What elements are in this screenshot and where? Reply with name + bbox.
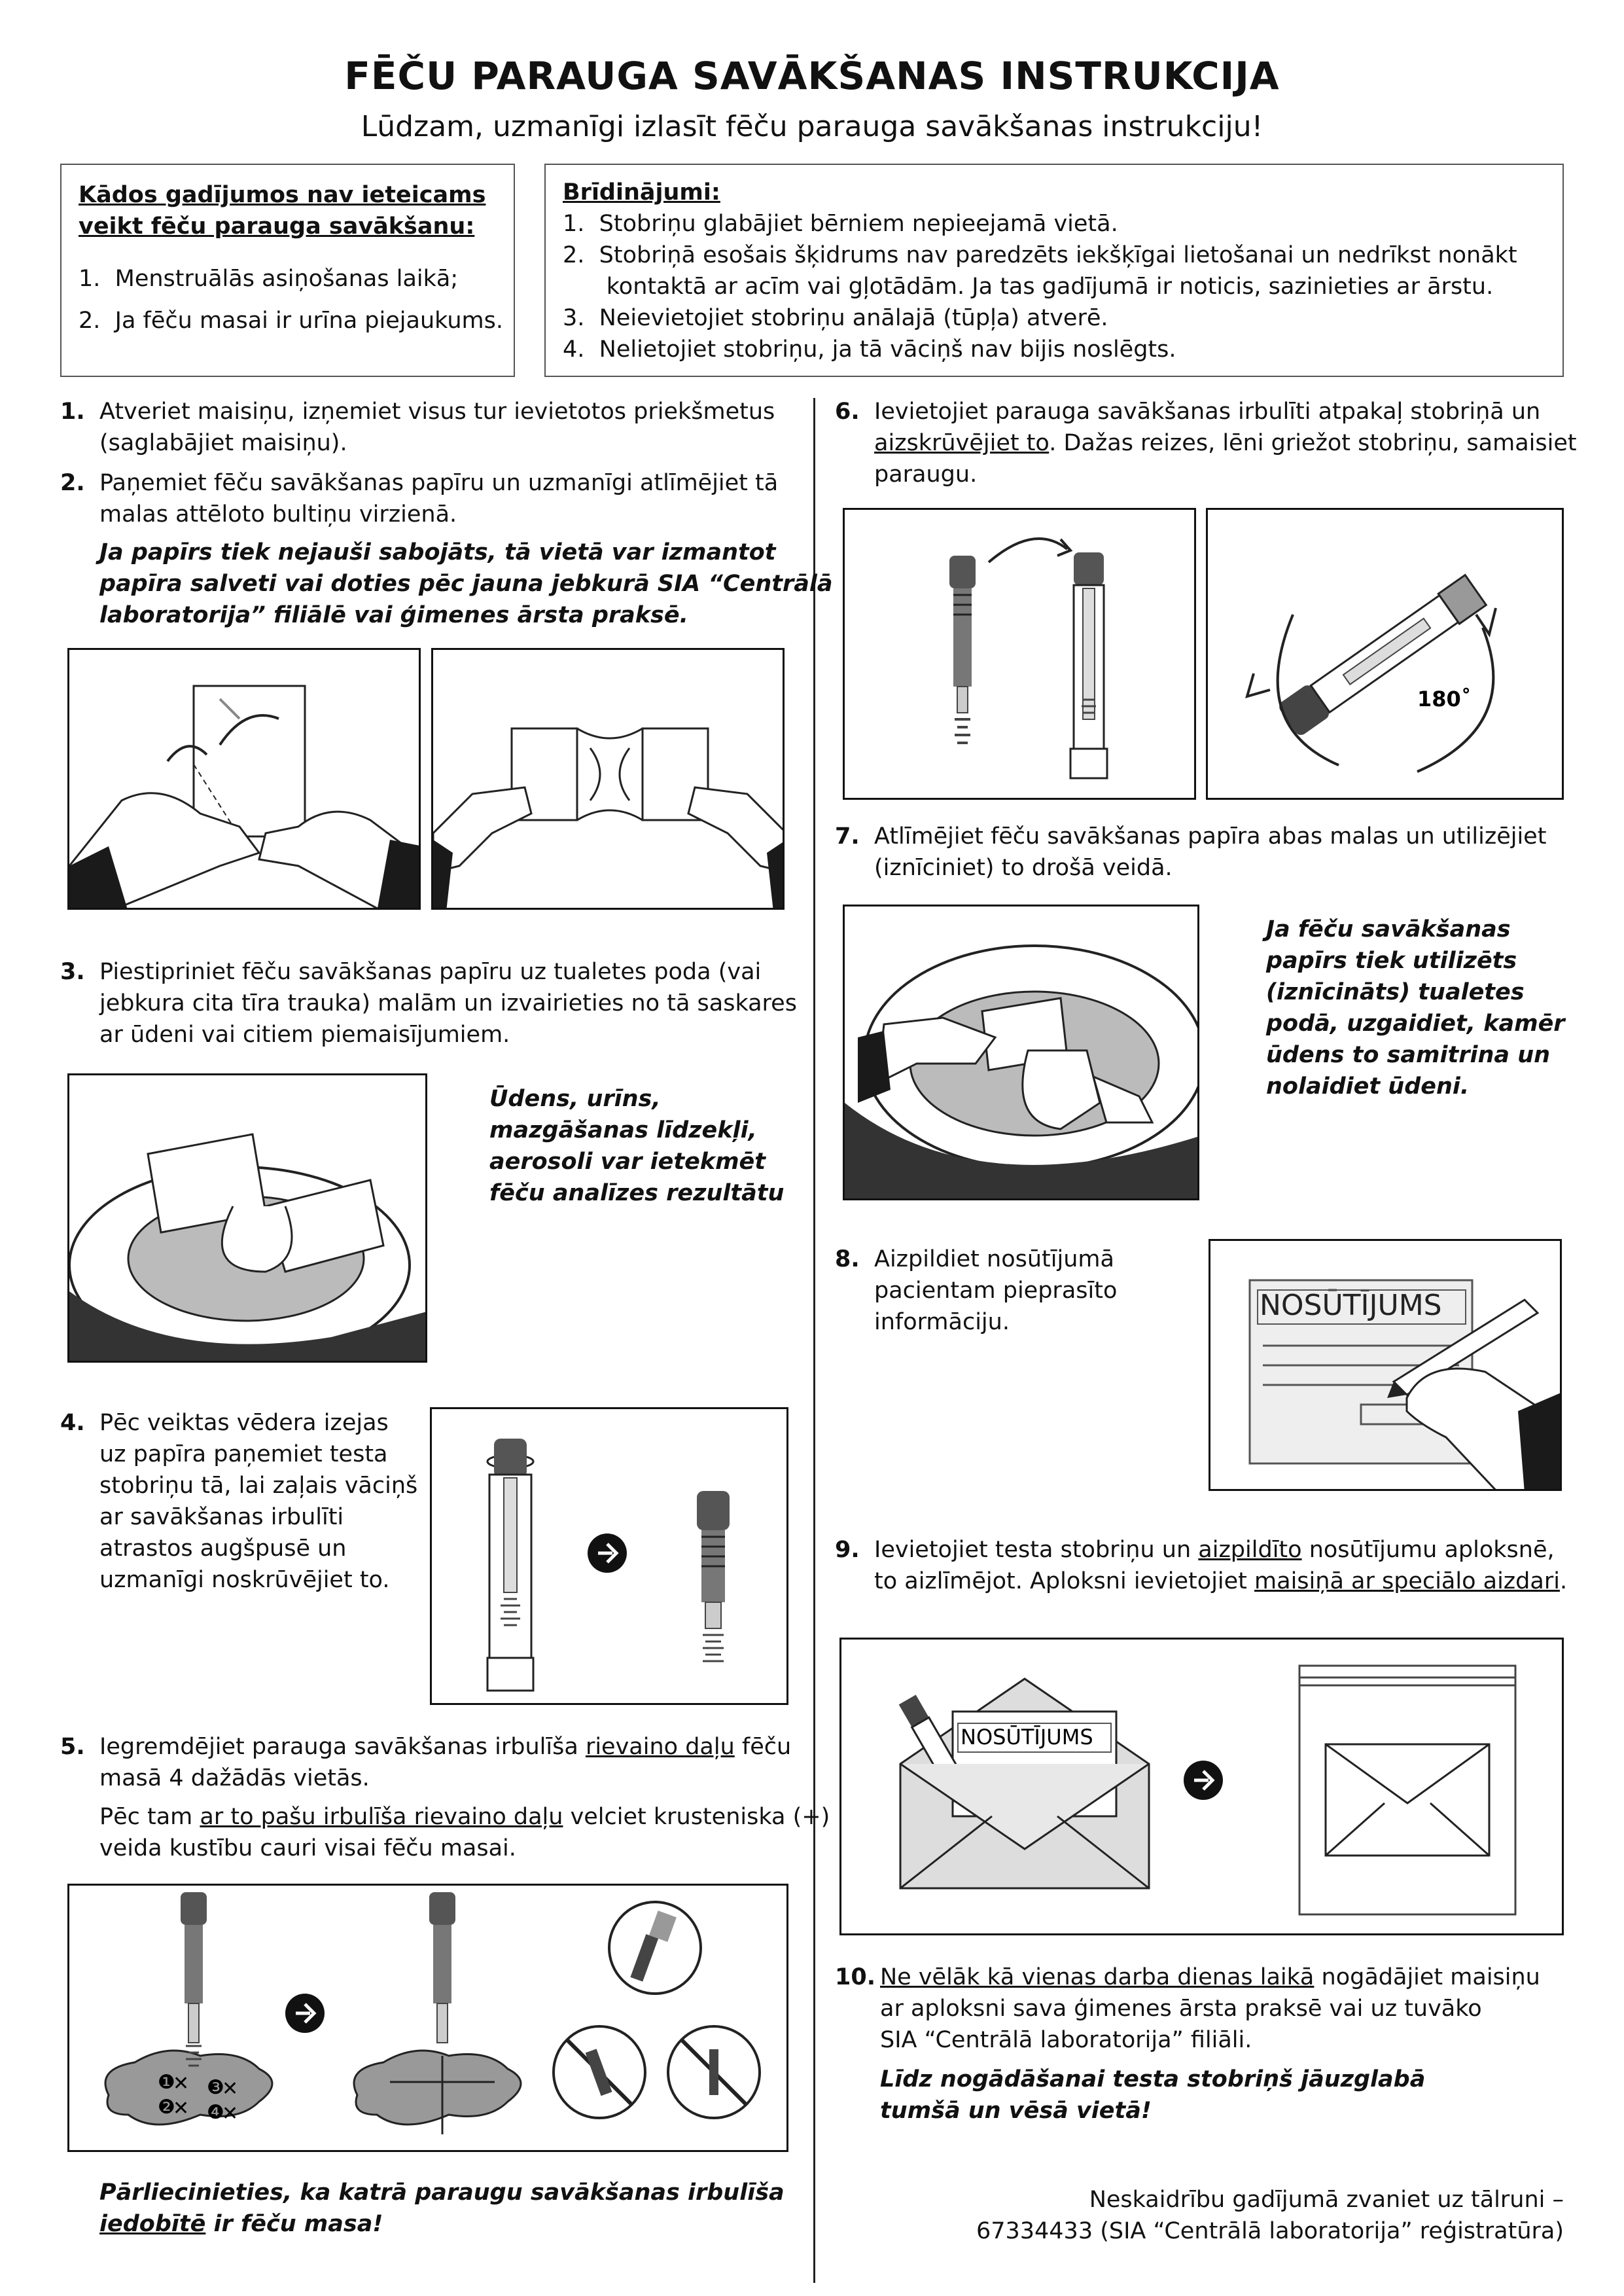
step-2-note-line: Ja papīrs tiek nejauši sabojāts, tā vietā var izmantot (99, 539, 776, 565)
step-7-line: (iznīciniet) to drošā veidā. (874, 855, 1173, 881)
figure-peel-paper (67, 648, 421, 910)
envelope-label: NOSŪTĪJUMS (961, 1725, 1093, 1749)
spot-label: ❹ (207, 2101, 224, 2124)
step-5-line-3: Pēc tam ar to pašu irbulīša rievaino daļu velciet krusteniska (+) (99, 1804, 830, 1830)
step-5-number: 5. (60, 1734, 85, 1760)
warning-item: 2. Stobriņā esošais šķidrums nav paredzēts iekšķīgai lietošanai un nedrīkst nonākt (563, 242, 1517, 268)
step-10-line-2: ar aploksni sava ģimenes ārsta praksē vai uz tuvāko (880, 1996, 1482, 2022)
step-6-number: 6. (835, 399, 860, 425)
warnings-heading: Brīdinājumi: (563, 179, 720, 206)
step-4-line: uz papīra paņemiet testa (99, 1441, 388, 1467)
step-5-line-2: masā 4 dažādās vietās. (99, 1765, 370, 1791)
step-9-line-1: Ievietojiet testa stobriņu un aizpildīto nosūtījumu aploksnē, (874, 1537, 1555, 1563)
not-recommended-heading-2: veikt fēču parauga savākšanu: (79, 213, 475, 240)
warning-item: 4. Nelietojiet stobriņu, ja tā vāciņš nav bijis noslēgts. (563, 336, 1176, 363)
step-10-note-line: tumšā un vēsā vietā! (880, 2098, 1152, 2124)
spot-label: ❸ (207, 2076, 224, 2099)
step-10-line-3: SIA “Centrālā laboratorija” filiāli. (880, 2027, 1252, 2053)
figure-envelope-bag (839, 1638, 1564, 1935)
step-3-line: Piestipriniet fēču savākšanas papīru uz tualetes poda (vai (99, 959, 762, 985)
step-6-line-2: aizskrūvējiet to. Dažas reizes, lēni griežot stobriņu, samaisiet (874, 430, 1577, 456)
rotation-label: 180˚ (1417, 687, 1472, 711)
not-recommended-item: 2. Ja fēču masai ir urīna piejaukums. (79, 308, 503, 334)
step-5-note-line-2: iedobītē ir fēču masa! (99, 2211, 383, 2237)
step-2-line: Paņemiet fēču savākšanas papīru un uzmanīgi atlīmējiet tā (99, 470, 779, 496)
step-7-number: 7. (835, 823, 860, 850)
not-recommended-box (60, 164, 515, 377)
step-9-line-2: to aizlīmējot. Aploksni ievietojiet maisiņā ar speciālo aizdari. (874, 1568, 1568, 1594)
warning-item-cont: kontaktā ar acīm vai gļotādām. Ja tas gadījumā ir noticis, sazinieties ar ārstu. (563, 274, 1494, 300)
page-subtitle: Lūdzam, uzmanīgi izlasīt fēču parauga savākšanas instrukciju! (361, 110, 1263, 143)
figure-open-paper (431, 648, 785, 910)
step-10-number: 10. (835, 1964, 876, 1990)
step-2-note-line: laboratorija” filiālē vai ģimenes ārsta praksē. (99, 602, 688, 628)
form-label: NOSŪTĪJUMS (1260, 1289, 1442, 1322)
spot-label: ❶ (158, 2071, 175, 2094)
svg-text:✕: ✕ (222, 2077, 239, 2100)
step-3-note-line: mazgāšanas līdzekļi, (489, 1117, 757, 1143)
spot-label: ❷ (158, 2096, 175, 2119)
footer-contact-line-1: Neskaidrību gadījumā zvaniet uz tālruni – (1089, 2187, 1564, 2213)
figure-paper-on-toilet (67, 1073, 427, 1363)
step-7-note-line: Ja fēču savākšanas (1266, 916, 1511, 942)
svg-text:✕: ✕ (173, 2072, 190, 2095)
step-7-note-line: papīrs tiek utilizēts (1266, 948, 1517, 974)
step-10-note-line: Līdz nogādāšanai testa stobriņš jāuzglabā (880, 2066, 1426, 2092)
warnings-box (544, 164, 1564, 377)
step-4-line: uzmanīgi noskrūvējiet to. (99, 1567, 390, 1593)
step-3-note-line: Ūdens, urīns, (489, 1086, 661, 1112)
warning-item: 1. Stobriņu glabājiet bērniem nepieejamā vietā. (563, 211, 1118, 237)
svg-text:✕: ✕ (173, 2097, 190, 2120)
figure-unscrew-tube (430, 1407, 788, 1705)
step-1-line: (saglabājiet maisiņu). (99, 430, 347, 456)
figure-fill-form (1209, 1239, 1562, 1491)
step-4-number: 4. (60, 1410, 85, 1436)
step-7-note-line: podā, uzgaidiet, kamēr (1266, 1011, 1565, 1037)
step-3-note-line: aerosoli var ietekmēt (489, 1149, 766, 1175)
step-6-line-3: paraugu. (874, 461, 978, 488)
step-5-line-1: Iegremdējiet parauga savākšanas irbulīša rievaino daļu fēču (99, 1734, 792, 1760)
step-8-line: informāciju. (874, 1309, 1010, 1335)
step-4-line: stobriņu tā, lai zaļais vāciņš (99, 1473, 418, 1499)
warning-item: 3. Neievietojiet stobriņu anālajā (tūpļa) atverē. (563, 305, 1108, 331)
step-7-line: Atlīmējiet fēču savākšanas papīra abas malas un utilizējiet (874, 823, 1547, 850)
step-7-note-line: ūdens to samitrina un (1266, 1042, 1551, 1068)
step-8-line: Aizpildiet nosūtījumā (874, 1246, 1114, 1272)
step-8-number: 8. (835, 1246, 860, 1272)
page-title: FĒČU PARAUGA SAVĀKŠANAS INSTRUKCIJA (344, 54, 1280, 98)
step-3-note-line: fēču analīzes rezultātu (489, 1180, 785, 1206)
step-7-note-line: (iznīcināts) tualetes (1266, 979, 1525, 1005)
figure-rotate-tube (1206, 508, 1564, 800)
column-divider (813, 398, 815, 2283)
step-4-line: Pēc veiktas vēdera izejas (99, 1410, 389, 1436)
step-1-number: 1. (60, 399, 85, 425)
step-3-line: jebkura cita tīra trauka) malām un izvairieties no tā saskares (99, 990, 797, 1016)
step-10-line-1: Ne vēlāk kā vienas darba dienas laikā nogādājiet maisiņu (880, 1964, 1540, 1990)
step-2-note-line: papīra salveti vai doties pēc jauna jebkurā SIA “Centrālā (99, 571, 833, 597)
figure-collect-sample (67, 1884, 788, 2152)
figure-insert-stick (843, 508, 1196, 800)
step-5-line-4: veida kustību cauri visai fēču masai. (99, 1835, 516, 1861)
step-4-line: ar savākšanas irbulīti (99, 1504, 344, 1530)
svg-text:✕: ✕ (222, 2102, 239, 2125)
step-6-line-1: Ievietojiet parauga savākšanas irbulīti atpakaļ stobriņā un (874, 399, 1541, 425)
step-2-line: malas attēloto bultiņu virzienā. (99, 501, 457, 528)
footer-contact-line-2: 67334433 (SIA “Centrālā laboratorija” reģistratūra) (976, 2218, 1564, 2244)
step-8-line: pacientam pieprasīto (874, 1278, 1118, 1304)
step-3-number: 3. (60, 959, 85, 985)
step-1-line: Atveriet maisiņu, izņemiet visus tur ievietotos priekšmetus (99, 399, 775, 425)
step-2-number: 2. (60, 470, 85, 496)
step-7-note-line: nolaidiet ūdeni. (1266, 1073, 1470, 1100)
not-recommended-heading-1: Kādos gadījumos nav ieteicams (79, 182, 486, 208)
step-5-note-line-1: Pārliecinieties, ka katrā paraugu savākšanas irbulīša (99, 2179, 785, 2206)
step-3-line: ar ūdeni vai citiem piemaisījumiem. (99, 1022, 510, 1048)
step-9-number: 9. (835, 1537, 860, 1563)
step-4-line: atrastos augšpusē un (99, 1535, 347, 1562)
figure-dispose-paper (843, 905, 1199, 1200)
not-recommended-item: 1. Menstruālās asiņošanas laikā; (79, 266, 459, 292)
